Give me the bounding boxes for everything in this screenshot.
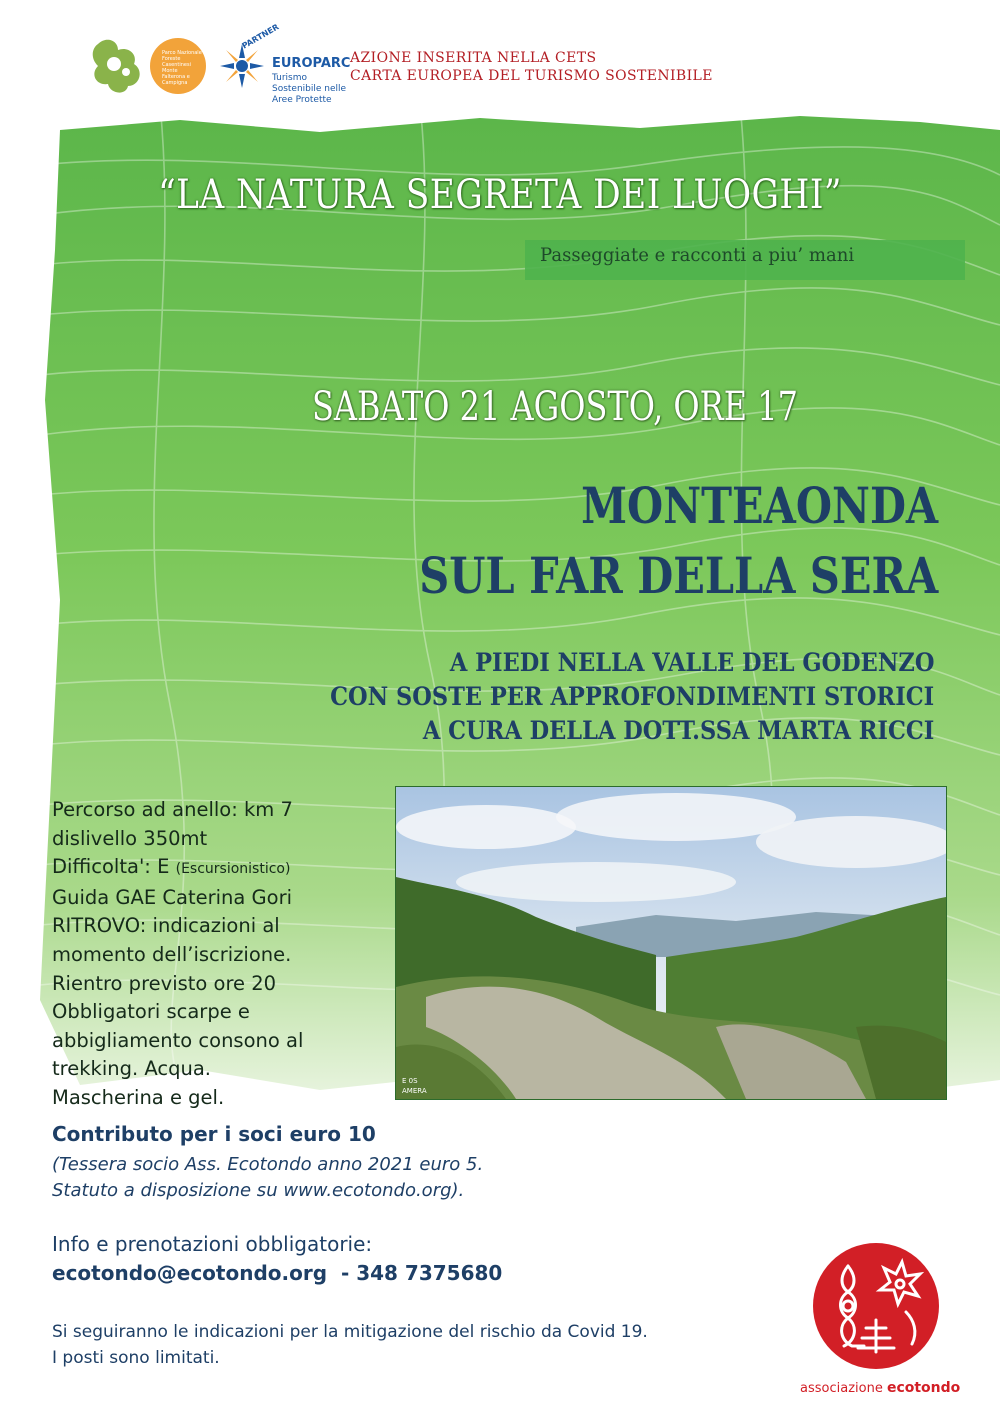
- ecotondo-logo-icon: [806, 1240, 946, 1370]
- membership-note-1: (Tessera socio Ass. Ecotondo anno 2021 euro 5.: [52, 1154, 484, 1175]
- limited-places-notice: I posti sono limitati.: [52, 1348, 220, 1368]
- detail-route: Percorso ad anello: km 7: [52, 798, 293, 821]
- europarc-name: EUROPARC: [272, 56, 351, 71]
- cets-line-1: AZIONE INSERITA NELLA CETS: [350, 50, 597, 66]
- detail-elevation: dislivello 350mt: [52, 826, 208, 850]
- covid-notice: Si seguiranno le indicazioni per la mitigazione del rischio da Covid 19.: [52, 1322, 648, 1342]
- booking-info-label: Info e prenotazioni obbligatorie:: [52, 1232, 373, 1256]
- europarc-subtitle: Turismo Sostenibile nelle Aree Protette: [272, 73, 347, 105]
- partner-label: PARTNER: [240, 22, 281, 51]
- member-contribution: Contributo per i soci euro 10: [52, 1122, 376, 1146]
- detail-guide: Guida GAE Caterina Gori: [52, 885, 293, 909]
- event-title-line-1: MONTEAONDA: [580, 476, 938, 535]
- association-name: associazione ecotondo: [800, 1380, 961, 1396]
- membership-note-2: Statuto a disposizione su www.ecotondo.org).: [52, 1180, 465, 1201]
- detail-meeting-cont: momento dell’iscrizione.: [52, 942, 292, 966]
- description-line-2: CON SOSTE PER APPROFONDIMENTI STORICI: [329, 682, 934, 711]
- detail-required: Obbligatori scarpe e: [52, 1000, 250, 1024]
- detail-required-cont: abbigliamento consono al: [52, 1028, 304, 1052]
- cets-line-2: CARTA EUROPEA DEL TURISMO SOSTENIBILE: [350, 68, 713, 84]
- valley-landscape-photo: [395, 786, 947, 1100]
- park-name-badge: [150, 38, 206, 94]
- detail-mask: Mascherina e gel.: [52, 1085, 225, 1109]
- series-subtitle: Passeggiate e racconti a piu’ mani: [540, 244, 855, 266]
- description-line-1: A PIEDI NELLA VALLE DEL GODENZO: [449, 648, 934, 677]
- detail-difficulty: Difficolta': E (Escursionistico): [52, 855, 291, 879]
- detail-return: Rientro previsto ore 20: [52, 971, 277, 995]
- series-title: “LA NATURA SEGRETA DEI LUOGHI”: [158, 172, 842, 218]
- booking-contact: ecotondo@ecotondo.org - 348 7375680: [52, 1261, 503, 1285]
- svg-text:AMERA: AMERA: [402, 1087, 427, 1095]
- park-name-text: Parco Nazionale Foreste Casentinesi Monte Falterona e Campigna: [162, 50, 202, 86]
- photo-watermark: E 0S: [402, 1077, 418, 1085]
- detail-trekking: trekking. Acqua.: [52, 1057, 211, 1081]
- association-brand: ecotondo: [886, 1380, 961, 1396]
- event-date: SABATO 21 AGOSTO, ORE 17: [312, 384, 798, 430]
- event-title-line-2: SUL FAR DELLA SERA: [419, 546, 938, 605]
- detail-meeting: RITROVO: indicazioni al: [52, 914, 280, 938]
- park-logo-icon: [88, 36, 146, 96]
- event-details: [52, 796, 392, 1113]
- description-line-3: A CURA DELLA DOTT.SSA MARTA RICCI: [422, 716, 934, 745]
- guide-name: MARTA RICCI: [756, 716, 934, 745]
